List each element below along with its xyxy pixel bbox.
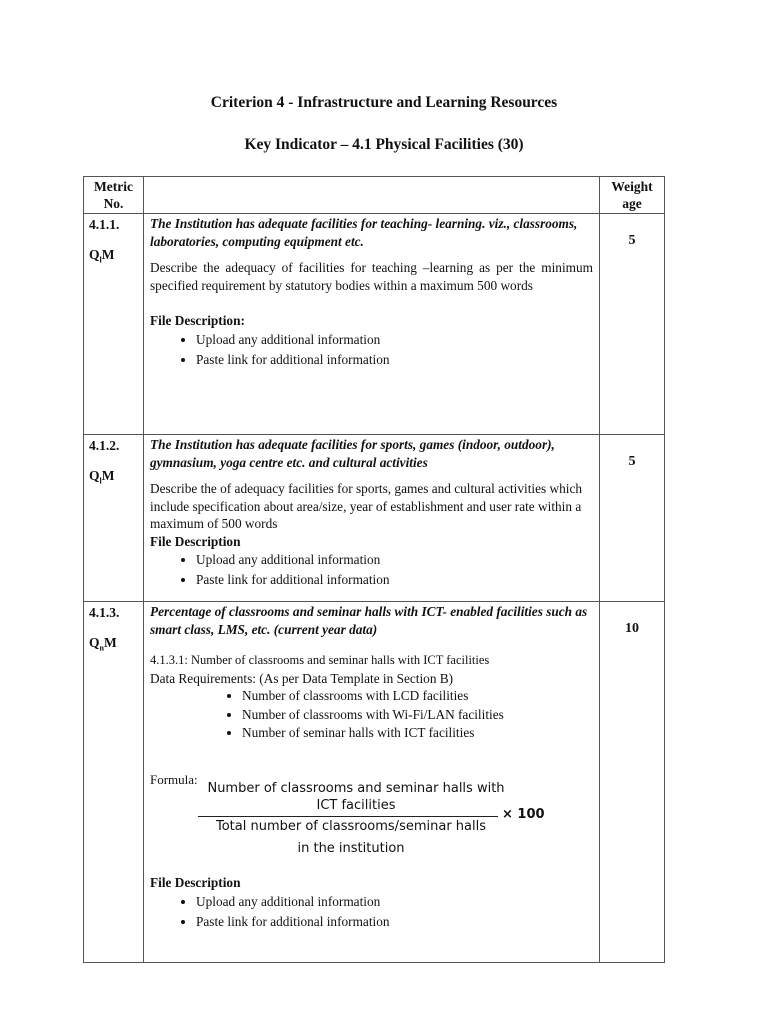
weightage-value: 10 <box>600 602 665 963</box>
metric-cell <box>84 602 144 963</box>
metric-number: 4.1.2. <box>89 438 120 453</box>
metric-title: The Institution has adequate facilities for sports, games (indoor, outdoor), gymnasium, yoga centre etc. and cultural activities <box>150 437 555 470</box>
weightage-header <box>600 177 665 214</box>
list-item: • Number of classrooms with LCD facilities <box>242 687 593 706</box>
header-weight-text: Weight <box>611 179 653 194</box>
metric-description: Describe the of adequacy facilities for sports, games and cultural activities which include specification about area/size, year of establishment and user rate within a maximum of 500 words <box>150 481 582 531</box>
metric-description: Describe the adequacy of facilities for teaching –learning as per the minimum specified requirement by statutory bodies within a maximum 500 words <box>150 260 593 293</box>
table-row <box>84 435 665 602</box>
page-title: Criterion 4 - Infrastructure and Learning Resources <box>210 94 558 111</box>
file-description-heading: File Description: <box>150 313 245 328</box>
header-metric-text: Metric <box>94 179 133 194</box>
metrics-table <box>83 176 665 963</box>
data-requirements-list <box>150 687 593 743</box>
metric-type-main: Q <box>89 468 100 483</box>
metric-number: 4.1.1. <box>89 217 120 232</box>
list-item: • Paste link for additional information <box>196 912 593 932</box>
formula-numerator-line2: ICT facilities <box>316 798 396 813</box>
list-item: • Upload any additional information <box>196 892 593 912</box>
data-requirements-label: Data Requirements: (As per Data Template in Section B) <box>150 670 454 686</box>
list-item: • Upload any additional information <box>196 330 593 350</box>
metric-title: Percentage of classrooms and seminar halls with ICT- enabled facilities such as smart class, LMS, etc. (current year data) <box>150 604 588 637</box>
metric-type-suffix: M <box>103 635 117 650</box>
metric-cell <box>84 214 144 435</box>
formula-denominator-line2: in the institution <box>297 841 405 856</box>
table-row <box>84 602 665 963</box>
metric-content <box>144 602 600 963</box>
page-subtitle: Key Indicator – 4.1 Physical Facilities (30) <box>244 136 524 153</box>
list-item: • Paste link for additional information <box>196 350 593 370</box>
metric-content <box>144 435 600 602</box>
sub-metric: 4.1.3.1: Number of classrooms and seminar halls with ICT facilities <box>150 653 490 667</box>
metric-content <box>144 214 600 435</box>
metric-type-main: Q <box>89 635 100 650</box>
list-item: • Upload any additional information <box>196 550 593 570</box>
formula-denominator-line1: Total number of classrooms/seminar halls <box>215 819 486 834</box>
metric-cell <box>84 435 144 602</box>
metric-type-sub: n <box>99 643 104 653</box>
weightage-value: 5 <box>600 435 665 602</box>
metric-title: The Institution has adequate facilities for teaching- learning. viz., classrooms, laboratories, computing equipment etc. <box>150 216 578 249</box>
metric-type <box>84 621 143 653</box>
list-item: • Number of classrooms with Wi-Fi/LAN facilities <box>242 706 593 725</box>
description-header <box>144 177 600 214</box>
header-no-text: No. <box>103 196 124 211</box>
formula-label: Formula: <box>150 771 198 787</box>
table-row <box>84 214 665 435</box>
file-description-list <box>150 892 593 932</box>
header-age-text: age <box>622 196 642 211</box>
metric-type-suffix: M <box>101 468 115 483</box>
metric-type <box>84 454 143 486</box>
table-header-row <box>84 177 665 214</box>
weightage-value: 5 <box>600 214 665 435</box>
metric-no-header <box>84 177 144 214</box>
metric-type-sub: l <box>99 476 102 486</box>
list-item: • Number of seminar halls with ICT facilities <box>242 724 593 743</box>
metric-type-sub: l <box>99 255 102 265</box>
file-description-list <box>150 330 593 370</box>
file-description-list <box>150 550 593 590</box>
metric-type-suffix: M <box>101 247 115 262</box>
metric-type <box>84 233 143 265</box>
metric-number: 4.1.3. <box>89 605 120 620</box>
formula-multiplier: × 100 <box>502 807 545 822</box>
formula-numerator-line1: Number of classrooms and seminar halls with <box>207 781 505 796</box>
formula <box>150 781 593 874</box>
list-item: • Paste link for additional information <box>196 570 593 590</box>
file-description-heading: File Description <box>150 875 241 890</box>
file-description-heading: File Description <box>150 533 241 549</box>
formula-fraction-bar <box>198 816 498 817</box>
metric-type-main: Q <box>89 247 100 262</box>
